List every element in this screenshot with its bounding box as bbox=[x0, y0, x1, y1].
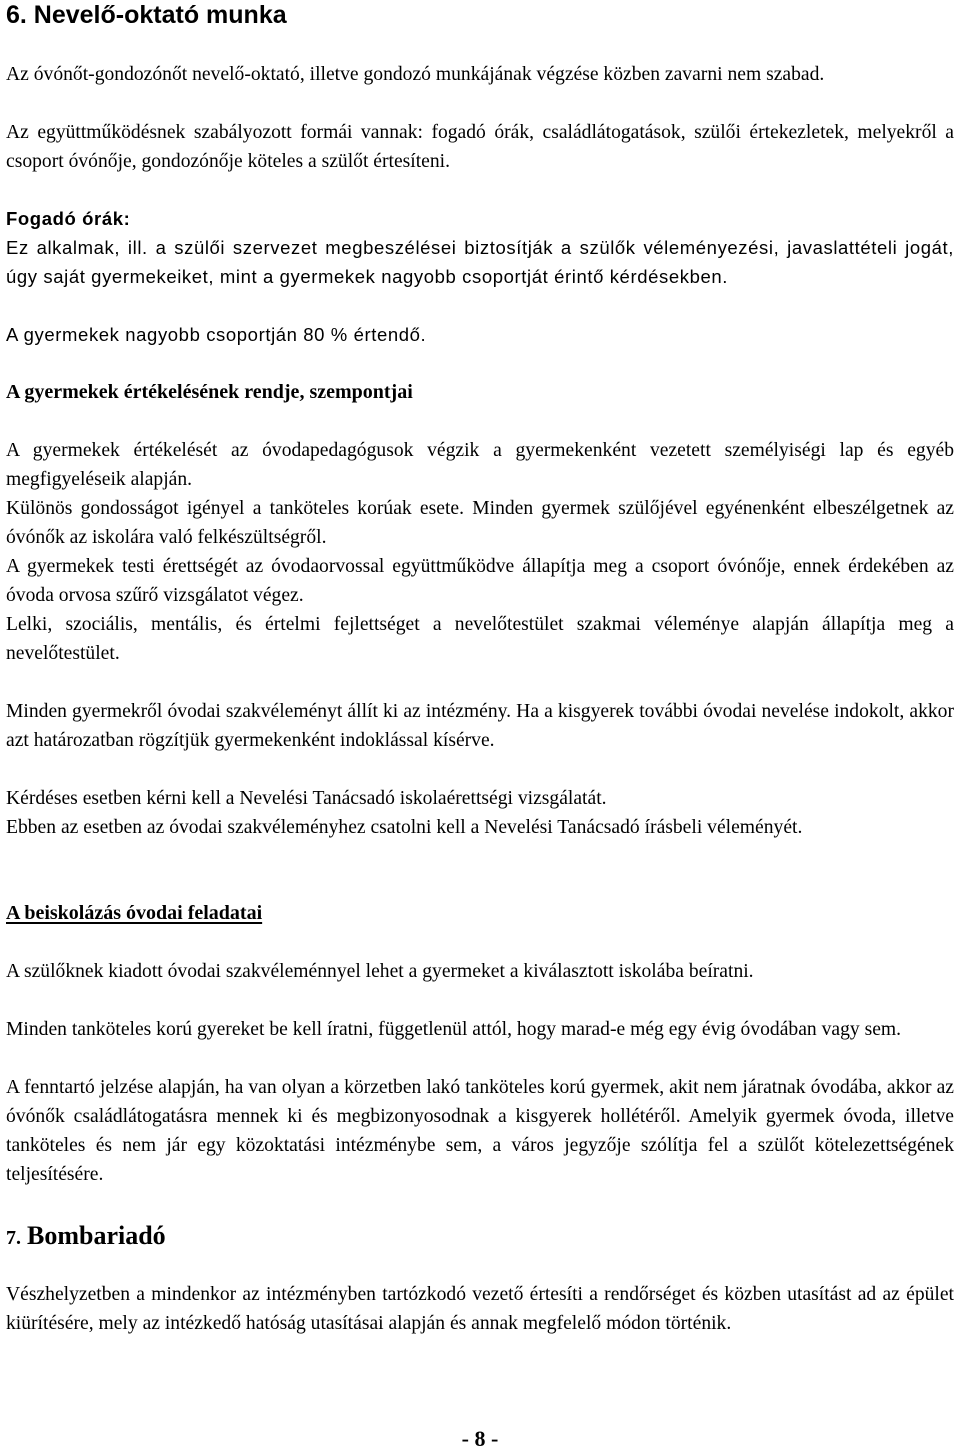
section-6-title: 6. Nevelő-oktató munka bbox=[6, 1, 287, 29]
paragraph-school-age: Különös gondosságot igényel a tanköteles korúak esete. Minden gyermek szülőjével egyénenként elbeszélgetnek az óvónők az iskolára való felkészültségről. bbox=[6, 498, 954, 548]
paragraph-expert-opinion: Minden gyermekről óvodai szakvéleményt állít ki az intézmény. Ha a kisgyerek további óvodai nevelése indokolt, akkor azt határozatban rögzítjük gyermekenként indoklással kísérve. bbox=[6, 701, 954, 751]
section-7-number: 7. bbox=[6, 1227, 21, 1249]
paragraph-disturbance: Az óvónőt-gondozónőt nevelő-oktató, illetve gondozó munkájának végzése közben zavarni nem szabad. bbox=[6, 64, 825, 85]
paragraph-counseling-request: Kérdéses esetben kérni kell a Nevelési Tanácsadó iskolaérettségi vizsgálatát. bbox=[6, 788, 607, 809]
paragraph-evaluation-who: A gyermekek értékelését az óvodapedagógusok végzik a gyermekenként vezetett személyiségi lap és egyéb megfigyeléseik alapján. bbox=[6, 440, 954, 490]
paragraph-emergency: Vészhelyzetben a mindenkor az intézményben tartózkodó vezető értesíti a rendőrséget és közben utasítást ad az épület kiürítésére, mely az intézkedő hatóság utasításai alapján és annak megfelelő módon történik. bbox=[6, 1284, 954, 1334]
paragraph-enrollment-opinion: A szülőknek kiadott óvodai szakvéleménnyel lehet a gyermeket a kiválasztott iskolába beíratni. bbox=[6, 961, 754, 982]
fogado-orak-heading: Fogadó órák: bbox=[6, 208, 131, 229]
paragraph-larger-group: A gyermekek nagyobb csoportján 80 % értendő. bbox=[6, 324, 427, 345]
paragraph-physical-maturity: A gyermekek testi érettségét az óvodaorvossal együttműködve állapítja meg a csoport óvónője, ennek érdekében az óvoda orvosa szűrő vizsgálatot végez. bbox=[6, 556, 954, 606]
evaluation-heading: A gyermekek értékelésének rendje, szempontjai bbox=[6, 381, 413, 403]
section-7-title-text: Bombariadó bbox=[27, 1221, 166, 1250]
paragraph-family-visits: A fenntartó jelzése alapján, ha van olyan a körzetben lakó tanköteles korú gyermek, akit nem járatnak óvodába, akkor az óvónők családlátogatásra mennek ki és megbizonyosodnak a kisgyerek hollétéről. Amelyik gyermek óvoda, illetve tanköteles és nem jár egy közoktatási intézménybe sem, a város jegyzője szólítja fel a szülőt kötelezettségének teljesítésére. bbox=[6, 1077, 954, 1185]
paragraph-cooperation: Az együttműködésnek szabályozott formái vannak: fogadó órák, családlátogatások, szülői értekezletek, melyekről a csoport óvónője, gondozónője köteles a szülőt értesíteni. bbox=[6, 122, 954, 172]
paragraph-fogado-orak: Ez alkalmak, ill. a szülői szervezet megbeszélései biztosítják a szülők véleményezési, javaslattételi jogát, úgy saját gyermekeiket, mint a gyermekek nagyobb csoportját érintő kérdésekben. bbox=[6, 237, 954, 287]
paragraph-mental-development: Lelki, szociális, mentális, és értelmi fejlettséget a nevelőtestület szakmai véleménye alapján állapítja meg a nevelőtestület. bbox=[6, 614, 954, 664]
section-7-title bbox=[6, 1216, 166, 1258]
page-number: - 8 - bbox=[461, 1426, 499, 1451]
paragraph-mandatory-enrollment: Minden tanköteles korú gyereket be kell íratni, függetlenül attól, hogy marad-e még egy évig óvodában vagy sem. bbox=[6, 1019, 902, 1040]
paragraph-counseling-attach: Ebben az esetben az óvodai szakvéleményhez csatolni kell a Nevelési Tanácsadó írásbeli véleményét. bbox=[6, 817, 803, 838]
enrollment-heading: A beiskolázás óvodai feladatai bbox=[6, 902, 263, 924]
